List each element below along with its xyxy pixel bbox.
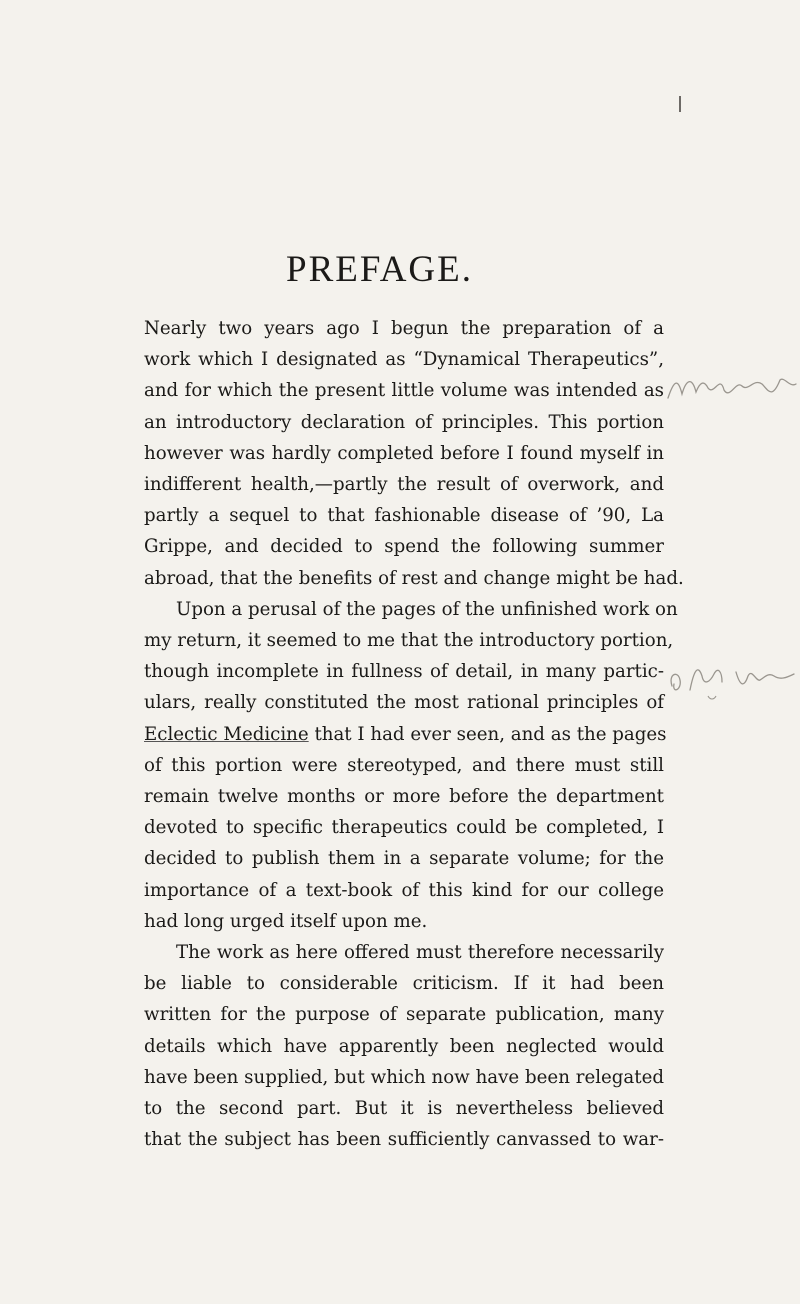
text-line: indifferent health,—partly the result of overwork, and (144, 474, 664, 496)
text-line: be liable to considerable criticism. If it had been (144, 973, 664, 995)
text-line: The work as here offered must therefore necessarily (176, 942, 664, 964)
handwritten-annotation-bottom (664, 660, 800, 704)
text-line: details which have apparently been neglected would (144, 1035, 664, 1057)
text-line: Nearly two years ago I begun the preparation of a (144, 318, 664, 339)
text-line: Eclectic Medicine that I had ever seen, and as the pages (144, 723, 667, 745)
text-line: to the second part. But it is nevertheless believed (144, 1098, 664, 1120)
page-title: PREFAGE. (286, 249, 473, 290)
text-line: decided to publish them in a separate volume; for the (144, 848, 664, 870)
text-line: importance of a text-book of this kind for our college (144, 879, 664, 901)
text-line: and for which the present little volume was intended as (144, 380, 664, 402)
text-line: have been supplied, but which now have been relegated (144, 1066, 664, 1088)
text-line: devoted to specific therapeutics could be completed, I (144, 817, 664, 839)
handwritten-annotation-top (664, 370, 800, 404)
underlined-phrase: Eclectic Medicine (144, 723, 309, 745)
text-line: partly a sequel to that fashionable disease of ’90, La (144, 505, 664, 527)
text-line: had long urged itself upon me. (144, 910, 428, 932)
text-line: abroad, that the benefits of rest and change might be had. (144, 567, 684, 589)
paragraph (144, 594, 678, 937)
text-line: that the subject has been sufficiently canvassed to war- (144, 1129, 664, 1151)
margin-mark (679, 96, 681, 112)
text-line: an introductory declaration of principles. This portion (144, 411, 664, 433)
text-line: written for the purpose of separate publication, many (144, 1004, 664, 1026)
text-line: though incomplete in fullness of detail, in many partic- (144, 661, 664, 683)
text-line: Grippe, and decided to spend the following summer (144, 536, 664, 558)
text-line: work which I designated as “Dynamical Therapeutics”, (144, 349, 664, 371)
text-line: remain twelve months or more before the department (144, 786, 664, 808)
preface-body (144, 313, 684, 1155)
text-line: ulars, really constituted the most rational principles of (144, 692, 664, 714)
text-line: of this portion were stereotyped, and there must still (144, 754, 664, 776)
text-line: my return, it seemed to me that the introductory portion, (144, 630, 674, 652)
text-line: however was hardly completed before I found myself in (144, 442, 664, 464)
paragraph (144, 937, 664, 1155)
paragraph (144, 313, 684, 594)
text-line: Upon a perusal of the pages of the unfinished work on (176, 598, 678, 620)
